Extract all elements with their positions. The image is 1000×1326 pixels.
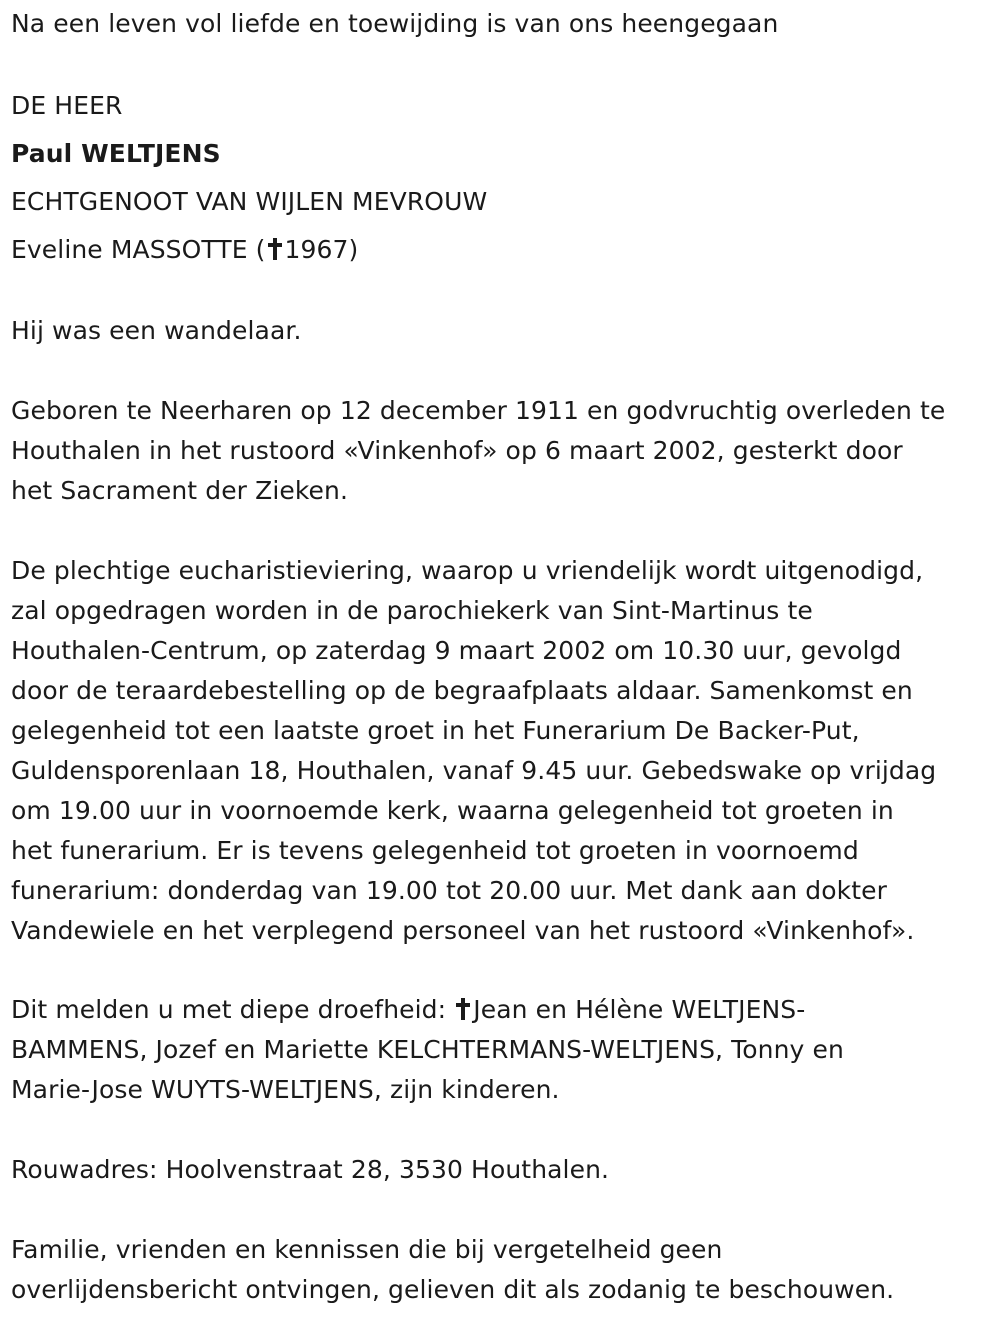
spouse-line <box>11 230 358 270</box>
intro-text: Na een leven vol liefde en toewijding is van ons heengegaan <box>11 9 779 38</box>
ceremony-line: gelegenheid tot een laatste groet in het Funerarium De Backer-Put, <box>11 716 860 745</box>
cross-icon <box>456 998 470 1020</box>
ceremony-line: door de teraardebestelling op de begraafplaats aldaar. Samenkomst en <box>11 676 913 705</box>
birth-death-line: het Sacrament der Zieken. <box>11 476 349 505</box>
family-first-child: Jean en Hélène WELTJENS- <box>473 995 806 1024</box>
motto-text: Hij was een wandelaar. <box>11 316 302 345</box>
ceremony-line: Guldensporenlaan 18, Houthalen, vanaf 9.45 uur. Gebedswake op vrijdag <box>11 756 937 785</box>
ceremony-line: Vandewiele en het verplegend personeel van het rustoord «Vinkenhof». <box>11 916 915 945</box>
closing-line: overlijdensbericht ontvingen, gelieven dit als zodanig te beschouwen. <box>11 1275 895 1304</box>
cross-icon <box>268 238 282 260</box>
ceremony-line: Houthalen-Centrum, op zaterdag 9 maart 2002 om 10.30 uur, gevolgd <box>11 636 902 665</box>
ceremony-line: De plechtige eucharistieviering, waarop u vriendelijk wordt uitgenodigd, <box>11 556 924 585</box>
family-line: BAMMENS, Jozef en Mariette KELCHTERMANS-WELTJENS, Tonny en <box>11 1035 844 1064</box>
birth-death-line: Houthalen in het rustoord «Vinkenhof» op 6 maart 2002, gesterkt door <box>11 436 903 465</box>
family-prefix: Dit melden u met diepe droefheid: <box>11 995 455 1024</box>
ceremony-line: om 19.00 uur in voornoemde kerk, waarna gelegenheid tot groeten in <box>11 796 894 825</box>
ceremony-line: het funerarium. Er is tevens gelegenheid tot groeten in voornoemd <box>11 836 859 865</box>
ceremony-line: funerarium: donderdag van 19.00 tot 20.00 uur. Met dank aan dokter <box>11 876 888 905</box>
deceased-name: Paul WELTJENS <box>11 139 221 168</box>
spouse-death-year: 1967) <box>284 235 359 264</box>
ceremony-line: zal opgedragen worden in de parochiekerk van Sint-Martinus te <box>11 596 813 625</box>
mourning-address: Rouwadres: Hoolvenstraat 28, 3530 Houthalen. <box>11 1155 610 1184</box>
spouse-name: Eveline MASSOTTE ( <box>11 235 266 264</box>
family-line <box>11 990 805 1030</box>
relation-text: ECHTGENOOT VAN WIJLEN MEVROUW <box>11 187 488 216</box>
closing-line: Familie, vrienden en kennissen die bij vergetelheid geen <box>11 1235 723 1264</box>
birth-death-line: Geboren te Neerharen op 12 december 1911 en godvruchtig overleden te <box>11 396 946 425</box>
family-line: Marie-Jose WUYTS-WELTJENS, zijn kinderen. <box>11 1075 560 1104</box>
title-honorific: DE HEER <box>11 91 123 120</box>
